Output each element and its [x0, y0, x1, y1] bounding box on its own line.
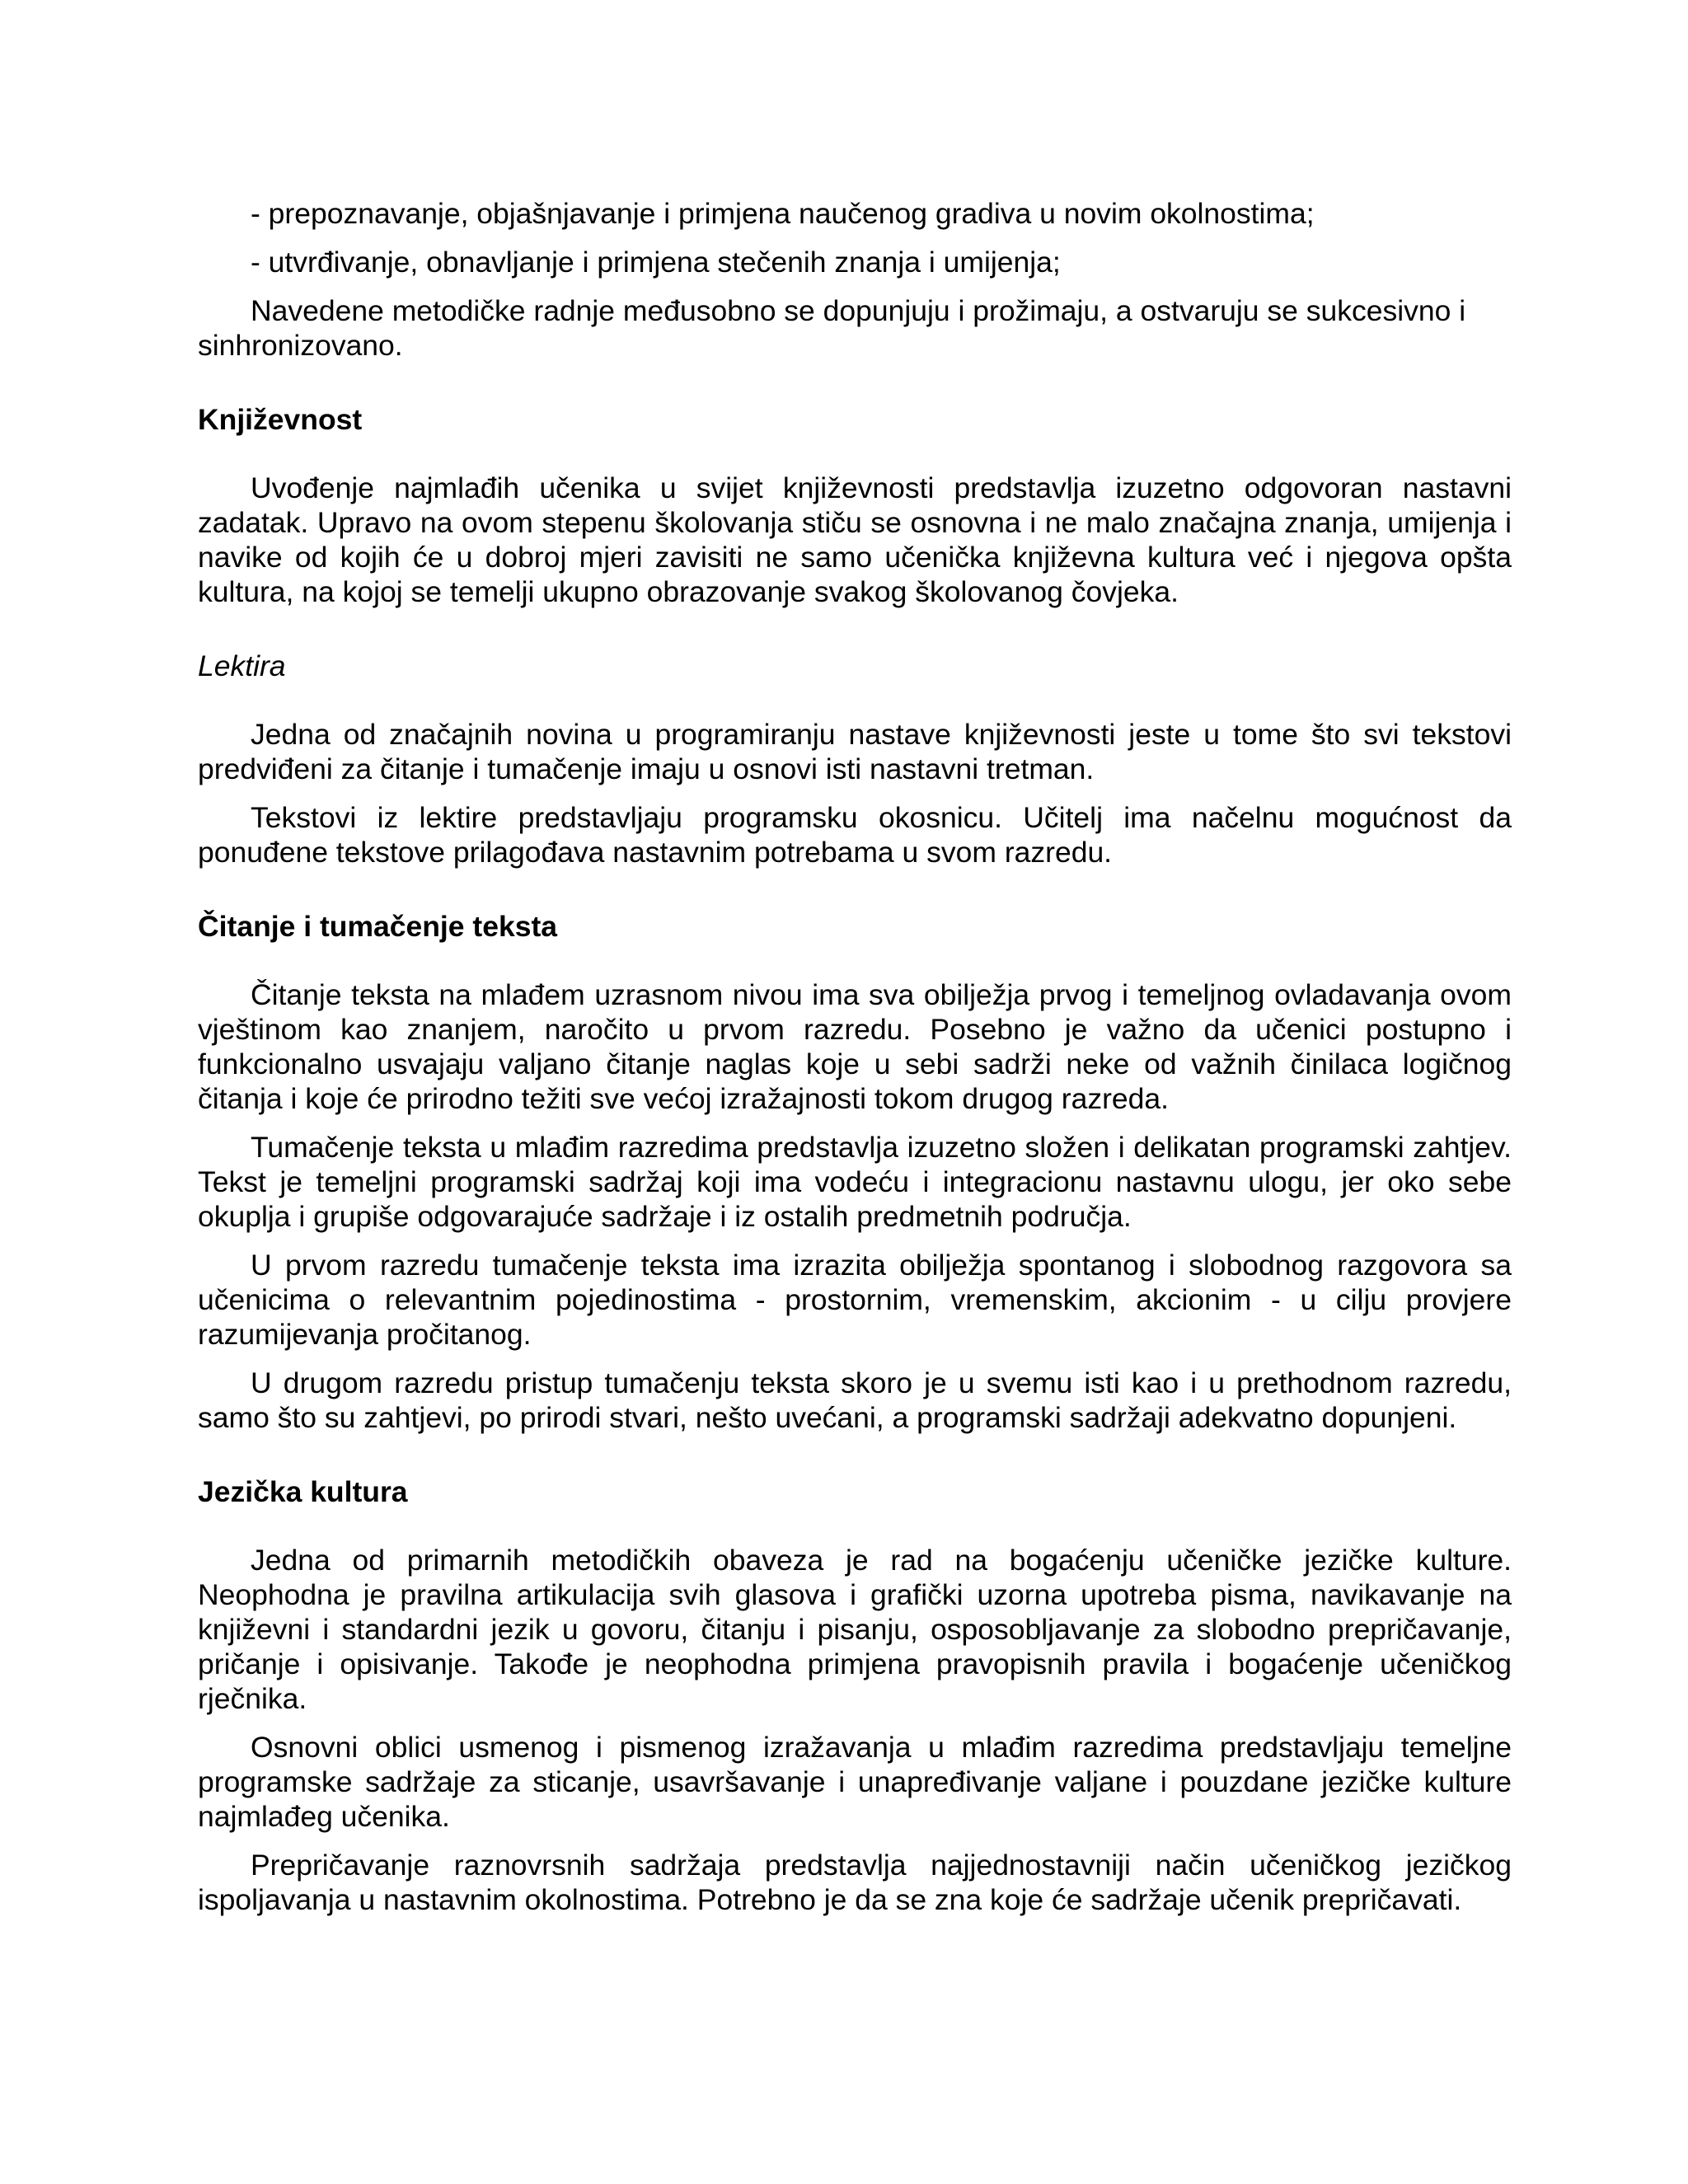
paragraph: Osnovni oblici usmenog i pismenog izražavanja u mlađim razredima predstavljaju temeljne programske sadržaje za sticanje, usavršavanje i unapređivanje valjane i pouzdane jezičke kulture najmlađeg učenika. [198, 1731, 1512, 1833]
paragraph: Tekstovi iz lektire predstavljaju programsku okosnicu. Učitelj ima načelnu mogućnost da ponuđene tekstove prilagođava nastavnim potrebama u svom razredu. [198, 801, 1512, 869]
paragraph: Čitanje teksta na mlađem uzrasnom nivou ima sva obilježja prvog i temeljnog ovladavanja ovom vještinom kao znanjem, naročito u prvom razredu. Posebno je važno da učenici postupno i funkcionalno usvajaju valjano čitanje naglas koje u sebi sadrži neke od važnih činilaca logičnog čitanja i koje će prirodno težiti sve većoj izražajnosti tokom drugog razreda. [198, 978, 1512, 1115]
section-heading-knjizevnost: Književnost [198, 403, 363, 436]
subsection-heading-lektira: Lektira [198, 649, 286, 682]
paragraph: U drugom razredu pristup tumačenju teksta skoro je u svemu isti kao i u prethodnom razredu, samo što su zahtjevi, po prirodi stvari, nešto uvećani, a programski sadržaji adekvatno dopunjeni. [198, 1366, 1512, 1434]
paragraph: Tumačenje teksta u mlađim razredima predstavlja izuzetno složen i delikatan programski zahtjev. Tekst je temeljni programski sadržaj koji ima vodeću i integracionu nastavnu ulogu, jer oko sebe okuplja i grupiše odgovarajuće sadržaje i iz ostalih predmetnih područja. [198, 1131, 1512, 1233]
bullet-item: - prepoznavanje, objašnjavanje i primjena naučenog gradiva u novim okolnostima; [251, 197, 1315, 230]
paragraph: Uvođenje najmlađih učenika u svijet književnosti predstavlja izuzetno odgovoran nastavni zadatak. Upravo na ovom stepenu školovanja stiču se osnovna i ne malo značajna znanja, umijenja i navike od kojih će u dobroj mjeri zavisiti ne samo učenička književna kultura već i njegova opšta kultura, na kojoj se temelji ukupno obrazovanje svakog školovanog čovjeka. [198, 471, 1512, 608]
paragraph: Jedna od značajnih novina u programiranju nastave književnosti jeste u tome što svi tekstovi predviđeni za čitanje i tumačenje imaju u osnovi isti nastavni tretman. [198, 718, 1512, 785]
section-heading-citanje: Čitanje i tumačenje teksta [198, 910, 558, 943]
document-page [198, 196, 1512, 1931]
section-heading-jezicka-kultura: Jezička kultura [198, 1475, 408, 1508]
paragraph: U prvom razredu tumačenje teksta ima izrazita obilježja spontanog i slobodnog razgovora sa učenicima o relevantnim pojedinostima - prostornim, vremenskim, akcionim - u cilju provjere razumijevanja pročitanog. [198, 1249, 1512, 1351]
bullet-item: - utvrđivanje, obnavljanje i primjena stečenih znanja i umijenja; [251, 246, 1061, 279]
intro-paragraph: Navedene metodičke radnje međusobno se dopunjuju i prožimaju, a ostvaruju se sukcesivno i sinhronizovano. [198, 294, 1466, 362]
paragraph: Prepričavanje raznovrsnih sadržaja predstavlja najjednostavniji način učeničkog jezičkog ispoljavanja u nastavnim okolnostima. Potrebno je da se zna koje će sadržaje učenik prepričavati. [198, 1849, 1512, 1916]
paragraph: Jedna od primarnih metodičkih obaveza je rad na bogaćenju učeničke jezičke kulture. Neophodna je pravilna artikulacija svih glasova i grafički uzorna upotreba pisma, navikavanje na književni i standardni jezik u govoru, čitanju i pisanju, osposobljavanje za slobodno prepričavanje, pričanje i opisivanje. Takođe je neophodna primjena pravopisnih pravila i bogaćenje učeničkog rječnika. [198, 1544, 1512, 1715]
